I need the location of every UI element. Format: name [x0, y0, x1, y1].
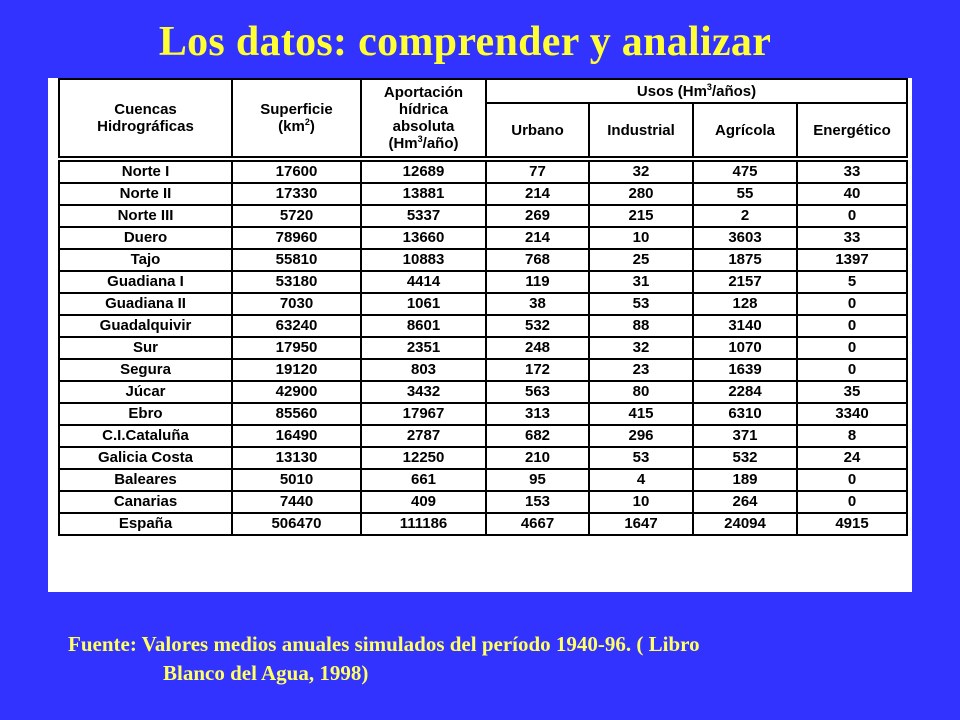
- cell-industrial: 280: [589, 183, 693, 205]
- table-panel: [48, 78, 912, 592]
- header-water-supply: Aportación hídrica absoluta (Hm$^3$/año): [361, 79, 486, 157]
- table-row: [59, 337, 907, 359]
- cell-urbano: 563: [486, 381, 589, 403]
- cell-energetico: 0: [797, 315, 907, 337]
- cell-energetico: 8: [797, 425, 907, 447]
- cell-urbano: 269: [486, 205, 589, 227]
- cell-industrial: 31: [589, 271, 693, 293]
- cell-aportacion: 4414: [361, 271, 486, 293]
- table-row: [59, 293, 907, 315]
- cell-industrial: 4: [589, 469, 693, 491]
- header-basins: Cuencas Hidrográficas: [59, 79, 232, 157]
- cell-superficie: 7440: [232, 491, 361, 513]
- cell-energetico: 0: [797, 469, 907, 491]
- table-row: [59, 425, 907, 447]
- cell-agricola: 2157: [693, 271, 797, 293]
- cell-superficie: 17600: [232, 161, 361, 183]
- cell-cuenca: Guadiana I: [59, 271, 232, 293]
- cell-aportacion: 13881: [361, 183, 486, 205]
- cell-energetico: 0: [797, 359, 907, 381]
- table-row: [59, 249, 907, 271]
- cell-agricola: 475: [693, 161, 797, 183]
- cell-cuenca: España: [59, 513, 232, 535]
- table-row: [59, 161, 907, 183]
- cell-industrial: 415: [589, 403, 693, 425]
- cell-cuenca: Guadiana II: [59, 293, 232, 315]
- cell-urbano: 768: [486, 249, 589, 271]
- cell-aportacion: 803: [361, 359, 486, 381]
- cell-aportacion: 10883: [361, 249, 486, 271]
- cell-superficie: 85560: [232, 403, 361, 425]
- cell-cuenca: Norte I: [59, 161, 232, 183]
- cell-superficie: 13130: [232, 447, 361, 469]
- cell-energetico: 24: [797, 447, 907, 469]
- cell-urbano: 95: [486, 469, 589, 491]
- table-row: [59, 469, 907, 491]
- cell-aportacion: 661: [361, 469, 486, 491]
- table-row: [59, 227, 907, 249]
- cell-cuenca: Júcar: [59, 381, 232, 403]
- cell-agricola: 2: [693, 205, 797, 227]
- cell-aportacion: 12250: [361, 447, 486, 469]
- cell-superficie: 55810: [232, 249, 361, 271]
- cell-superficie: 5010: [232, 469, 361, 491]
- cell-energetico: 0: [797, 293, 907, 315]
- cell-urbano: 4667: [486, 513, 589, 535]
- cell-cuenca: Sur: [59, 337, 232, 359]
- cell-industrial: 53: [589, 447, 693, 469]
- cell-superficie: 17330: [232, 183, 361, 205]
- cell-urbano: 172: [486, 359, 589, 381]
- cell-energetico: 40: [797, 183, 907, 205]
- cell-industrial: 215: [589, 205, 693, 227]
- water-basins-table: [58, 78, 908, 536]
- cell-aportacion: 111186: [361, 513, 486, 535]
- header-energy: Energético: [797, 103, 907, 157]
- cell-aportacion: 1061: [361, 293, 486, 315]
- table-row: [59, 381, 907, 403]
- cell-energetico: 3340: [797, 403, 907, 425]
- cell-urbano: 210: [486, 447, 589, 469]
- cell-aportacion: 409: [361, 491, 486, 513]
- cell-industrial: 23: [589, 359, 693, 381]
- table-row: [59, 447, 907, 469]
- cell-urbano: 38: [486, 293, 589, 315]
- cell-urbano: 214: [486, 227, 589, 249]
- header-urban: Urbano: [486, 103, 589, 157]
- cell-superficie: 63240: [232, 315, 361, 337]
- cell-urbano: 313: [486, 403, 589, 425]
- cell-superficie: 19120: [232, 359, 361, 381]
- cell-energetico: 1397: [797, 249, 907, 271]
- cell-industrial: 10: [589, 491, 693, 513]
- header-industrial: Industrial: [589, 103, 693, 157]
- cell-agricola: 189: [693, 469, 797, 491]
- cell-energetico: 5: [797, 271, 907, 293]
- table-row: [59, 205, 907, 227]
- cell-agricola: 532: [693, 447, 797, 469]
- cell-superficie: 7030: [232, 293, 361, 315]
- cell-cuenca: Ebro: [59, 403, 232, 425]
- page-title: Los datos: comprender y analizar: [158, 19, 772, 65]
- cell-superficie: 78960: [232, 227, 361, 249]
- cell-energetico: 0: [797, 337, 907, 359]
- cell-industrial: 1647: [589, 513, 693, 535]
- cell-superficie: 42900: [232, 381, 361, 403]
- cell-cuenca: Duero: [59, 227, 232, 249]
- cell-agricola: 128: [693, 293, 797, 315]
- cell-agricola: 1639: [693, 359, 797, 381]
- cell-agricola: 1875: [693, 249, 797, 271]
- cell-energetico: 0: [797, 491, 907, 513]
- table-header: [59, 79, 907, 157]
- cell-aportacion: 5337: [361, 205, 486, 227]
- cell-cuenca: Baleares: [59, 469, 232, 491]
- table-body: [59, 157, 907, 535]
- cell-aportacion: 2787: [361, 425, 486, 447]
- header-area: Superficie $(km^2)$: [232, 79, 361, 157]
- header-agricultural: Agrícola: [693, 103, 797, 157]
- cell-urbano: 214: [486, 183, 589, 205]
- cell-aportacion: 17967: [361, 403, 486, 425]
- cell-energetico: 35: [797, 381, 907, 403]
- cell-cuenca: Canarias: [59, 491, 232, 513]
- cell-agricola: 55: [693, 183, 797, 205]
- cell-urbano: 153: [486, 491, 589, 513]
- cell-energetico: 33: [797, 161, 907, 183]
- cell-agricola: 371: [693, 425, 797, 447]
- cell-urbano: 77: [486, 161, 589, 183]
- cell-industrial: 53: [589, 293, 693, 315]
- cell-urbano: 248: [486, 337, 589, 359]
- cell-superficie: 17950: [232, 337, 361, 359]
- cell-agricola: 3140: [693, 315, 797, 337]
- cell-energetico: 33: [797, 227, 907, 249]
- table-row: [59, 359, 907, 381]
- cell-agricola: 1070: [693, 337, 797, 359]
- cell-superficie: 5720: [232, 205, 361, 227]
- cell-industrial: 80: [589, 381, 693, 403]
- cell-superficie: 53180: [232, 271, 361, 293]
- cell-cuenca: Norte III: [59, 205, 232, 227]
- cell-cuenca: Guadalquivir: [59, 315, 232, 337]
- cell-superficie: 16490: [232, 425, 361, 447]
- cell-industrial: 296: [589, 425, 693, 447]
- cell-cuenca: Tajo: [59, 249, 232, 271]
- cell-aportacion: 3432: [361, 381, 486, 403]
- source-note: [68, 630, 928, 688]
- table-row: [59, 403, 907, 425]
- cell-urbano: 532: [486, 315, 589, 337]
- cell-aportacion: 8601: [361, 315, 486, 337]
- cell-energetico: 4915: [797, 513, 907, 535]
- cell-agricola: 24094: [693, 513, 797, 535]
- cell-cuenca: Segura: [59, 359, 232, 381]
- cell-industrial: 10: [589, 227, 693, 249]
- cell-urbano: 682: [486, 425, 589, 447]
- table-row: [59, 183, 907, 205]
- table-row: [59, 513, 907, 535]
- cell-agricola: 3603: [693, 227, 797, 249]
- cell-cuenca: Norte II: [59, 183, 232, 205]
- cell-aportacion: 12689: [361, 161, 486, 183]
- cell-agricola: 2284: [693, 381, 797, 403]
- cell-aportacion: 2351: [361, 337, 486, 359]
- cell-industrial: 32: [589, 161, 693, 183]
- source-line-1: Fuente: Valores medios anuales simulados del período 1940-96. ( Libro: [68, 632, 700, 656]
- cell-superficie: 506470: [232, 513, 361, 535]
- cell-energetico: 0: [797, 205, 907, 227]
- cell-cuenca: C.I.Cataluña: [59, 425, 232, 447]
- table-row: [59, 315, 907, 337]
- cell-aportacion: 13660: [361, 227, 486, 249]
- cell-urbano: 119: [486, 271, 589, 293]
- cell-agricola: 6310: [693, 403, 797, 425]
- table-row: [59, 491, 907, 513]
- cell-agricola: 264: [693, 491, 797, 513]
- cell-industrial: 25: [589, 249, 693, 271]
- source-line-2: Blanco del Agua, 1998): [163, 661, 369, 685]
- header-uses-group: Usos (Hm$^3$/años): [486, 79, 907, 103]
- cell-cuenca: Galicia Costa: [59, 447, 232, 469]
- cell-industrial: 88: [589, 315, 693, 337]
- cell-industrial: 32: [589, 337, 693, 359]
- table-row: [59, 271, 907, 293]
